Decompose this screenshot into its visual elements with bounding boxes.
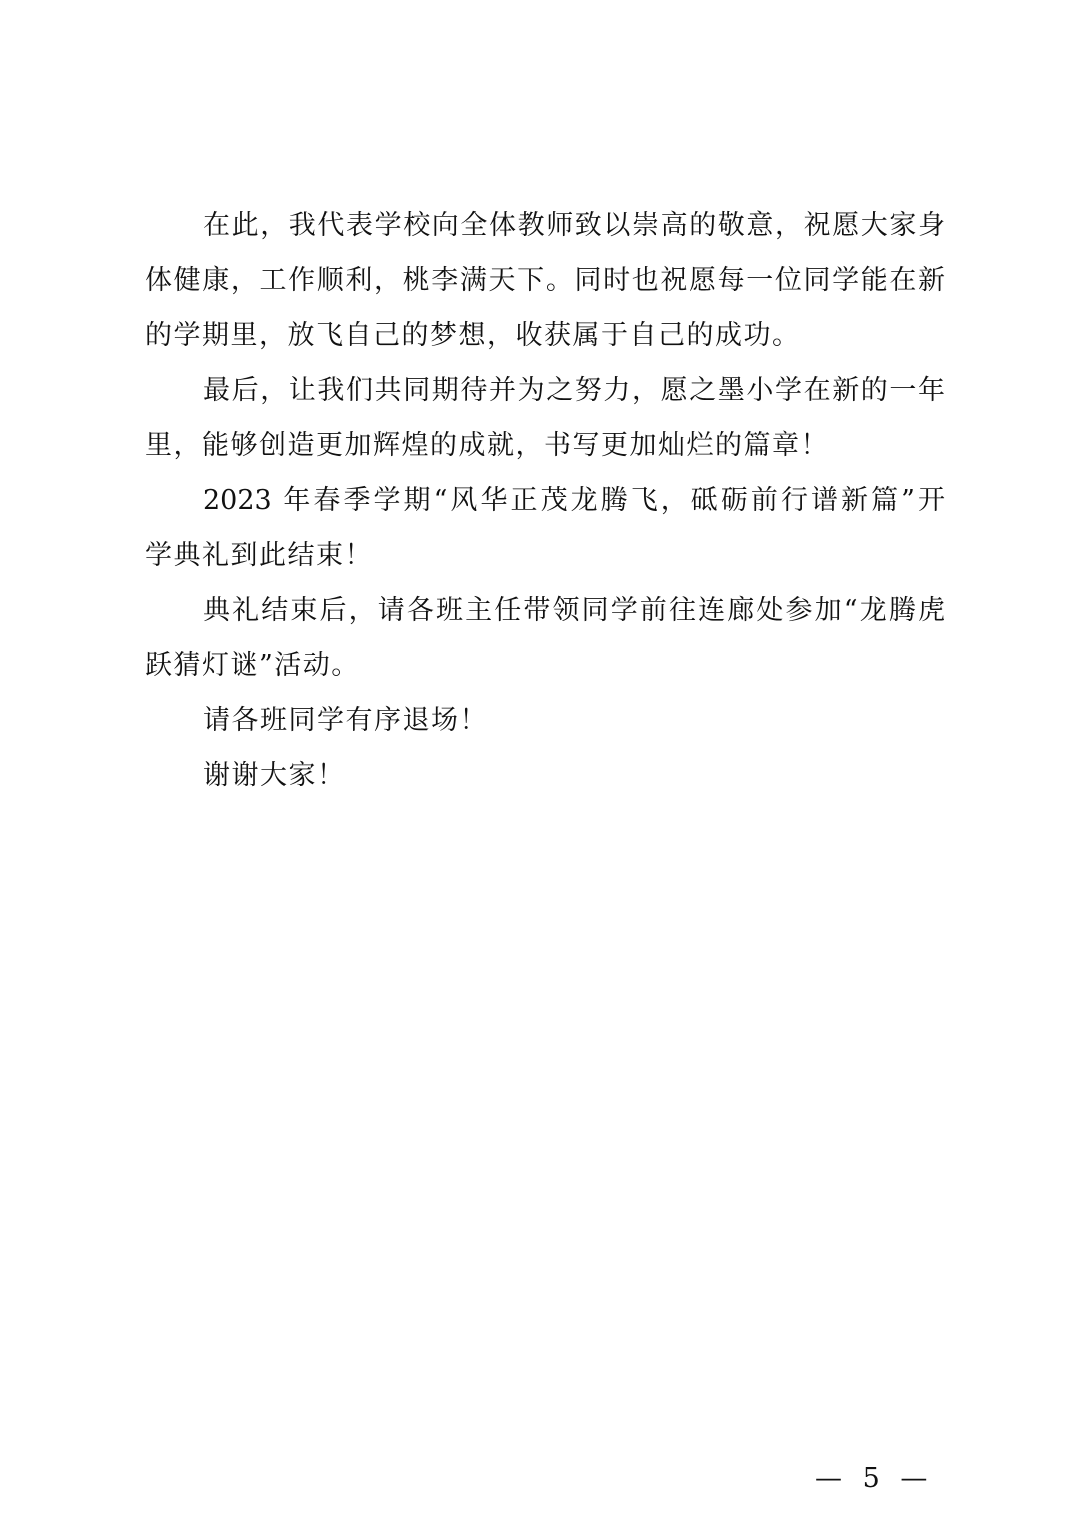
paragraph-line: 跃猜灯谜”活动。	[145, 650, 360, 681]
paragraph-line: 谢谢大家！	[203, 760, 346, 791]
paragraph-line: 体健康，工作顺利，桃李满天下。同时也祝愿每一位同学能在新	[145, 265, 945, 296]
paragraph-line: 典礼结束后，请各班主任带领同学前往连廊处参加“龙腾虎	[203, 595, 945, 626]
paragraph-line: 学典礼到此结束！	[145, 540, 373, 571]
paragraph-line: 里，能够创造更加辉煌的成就，书写更加灿烂的篇章！	[145, 430, 829, 461]
paragraph-line: 请各班同学有序退场！	[203, 705, 488, 736]
paragraph-line: 的学期里，放飞自己的梦想，收获属于自己的成功。	[145, 320, 801, 351]
page-number: — 5 —	[815, 1463, 934, 1494]
paragraph-line: 在此，我代表学校向全体教师致以崇高的敬意，祝愿大家身	[203, 210, 945, 241]
paragraph-line: 最后，让我们共同期待并为之努力，愿之墨小学在新的一年	[203, 375, 945, 406]
body-text	[145, 198, 945, 803]
paragraph-line: 2023 年春季学期“风华正茂龙腾飞，砥砺前行谱新篇”开	[203, 485, 945, 516]
